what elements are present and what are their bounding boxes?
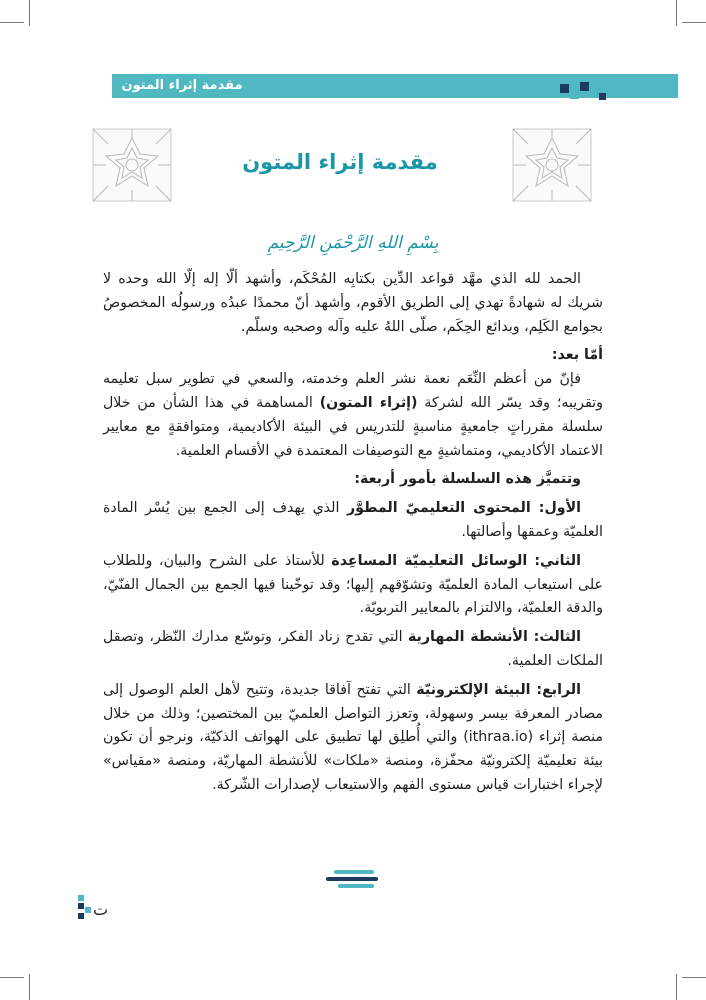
geometric-ornament-icon <box>92 128 172 202</box>
feature-3-text: التي تقدح زناد الفكر، وتوسّع مدارك النّظر، وتصقل الملكات العلمية. <box>103 629 603 669</box>
chapter-title: مقدمة إثراء المتون <box>242 150 438 174</box>
features-intro-label: وتتميَّز هذه السلسلة بأمور أربعة: <box>354 471 581 488</box>
crop-mark <box>0 22 24 23</box>
series-paragraph <box>103 368 603 463</box>
publisher-logo-icon <box>560 76 608 102</box>
feature-2-text: للأستاذ على الشرح والبيان، وللطلاب على استيعاب المادة العلميّة وتشوّقهم إليها؛ وقد توخّينا فيها الجمع بين الجمال الفنّيّ، والدقة العلميّة، والالتزام بالمعايير التربويّة. <box>103 552 603 617</box>
feature-1-label: الأول: المحتوى التعليميّ المطوَّر <box>347 500 582 517</box>
crop-mark <box>29 0 30 26</box>
crop-mark <box>29 974 30 1000</box>
running-title: مقدمة إثراء المتون <box>121 78 243 93</box>
crop-mark <box>682 977 706 978</box>
intro-paragraph: الحمد لله الذي مهَّد قواعد الدِّين بكتابِه المُحْكَم، وأشهد ألّا إله إلّا الله وحده لا شريك له شهادةً تهدي إلى الطريق الأقوم، وأشهد أنّ محمدًا عبدُه ورسولُه المخصوصُ بجوامع الكَلِم، وبدائع الحِكَم، صلّى اللهُ عليه وآله وصحبه وسلّم. <box>103 271 603 335</box>
ithraa-link[interactable]: (ithraa.io) <box>463 729 534 746</box>
features-intro <box>103 468 603 492</box>
crop-mark <box>0 977 24 978</box>
feature-3-label: الثالث: الأنشطة المهارية <box>407 629 581 646</box>
company-name: (إثراء المتون) <box>319 394 418 411</box>
feature-4-label: الرابع: البيئة الإلكترونيّة <box>416 681 581 698</box>
crop-mark <box>676 974 677 1000</box>
feature-1-text: الذي يهدف إلى الجمع بين يُسْر المادة العلميّة وعمقها وأصالتها. <box>103 500 603 540</box>
feature-2 <box>103 550 603 621</box>
feature-2-label: الثاني: الوسائل التعليميّة المساعِدة <box>331 552 581 569</box>
feature-4 <box>103 679 603 798</box>
feature-3 <box>103 626 603 674</box>
series-text-b: المساهمة في هذا الشأن من خلال سلسلة مقرراتٍ جامعيةٍ مناسبةٍ للتدريس في البيئة الأكاديمية، ومتوافقةٍ مع معايير الاعتماد الأكاديمي، ومتماشيةٍ مع التوصيفات المعتمدة في الأقسام العلمية. <box>103 394 603 459</box>
basmala: بِسْمِ اللهِ الرَّحْمَنِ الرَّحِيمِ <box>267 233 439 253</box>
amma-bad-heading <box>103 344 603 368</box>
feature-4-text-b: والتي أُطلِق لها تطبيق على الهواتف الذكيّة، ونرجو أن تكون بيئة تعليميّة إلكترونيّة محفّزة، ومنصة «ملكات» للأنشطة المهاريّة، ومنصة «مقياس» لإجراء اختبارات قياس مستوى الفهم والاستيعاب لإصدارات الشّركة. <box>103 729 603 793</box>
crop-mark <box>682 22 706 23</box>
feature-1 <box>103 497 603 545</box>
crop-mark <box>676 0 677 26</box>
body-text <box>103 268 603 798</box>
feature-4-text-a: التي تفتح آفاقا جديدة، وتتيح لأهل العلم الوصول إلى مصادر المعرفة بيسر وسهولة، وتعزز التواصل العلميّ بين المختصين؛ وذلك من خلال منصة إثراء <box>103 681 603 746</box>
amma-bad-label: أمّا بعد: <box>551 347 603 364</box>
geometric-ornament-icon <box>512 128 592 202</box>
series-text-a: فإنّ من أعظم النِّعَم نعمة نشر العلم وخدمته، والسعي في تطوير سبل تعليمه وتقريبه؛ وقد يسّر الله لشركة <box>103 371 603 411</box>
page-number: ت <box>93 900 109 919</box>
footer-divider-icon <box>320 868 386 890</box>
